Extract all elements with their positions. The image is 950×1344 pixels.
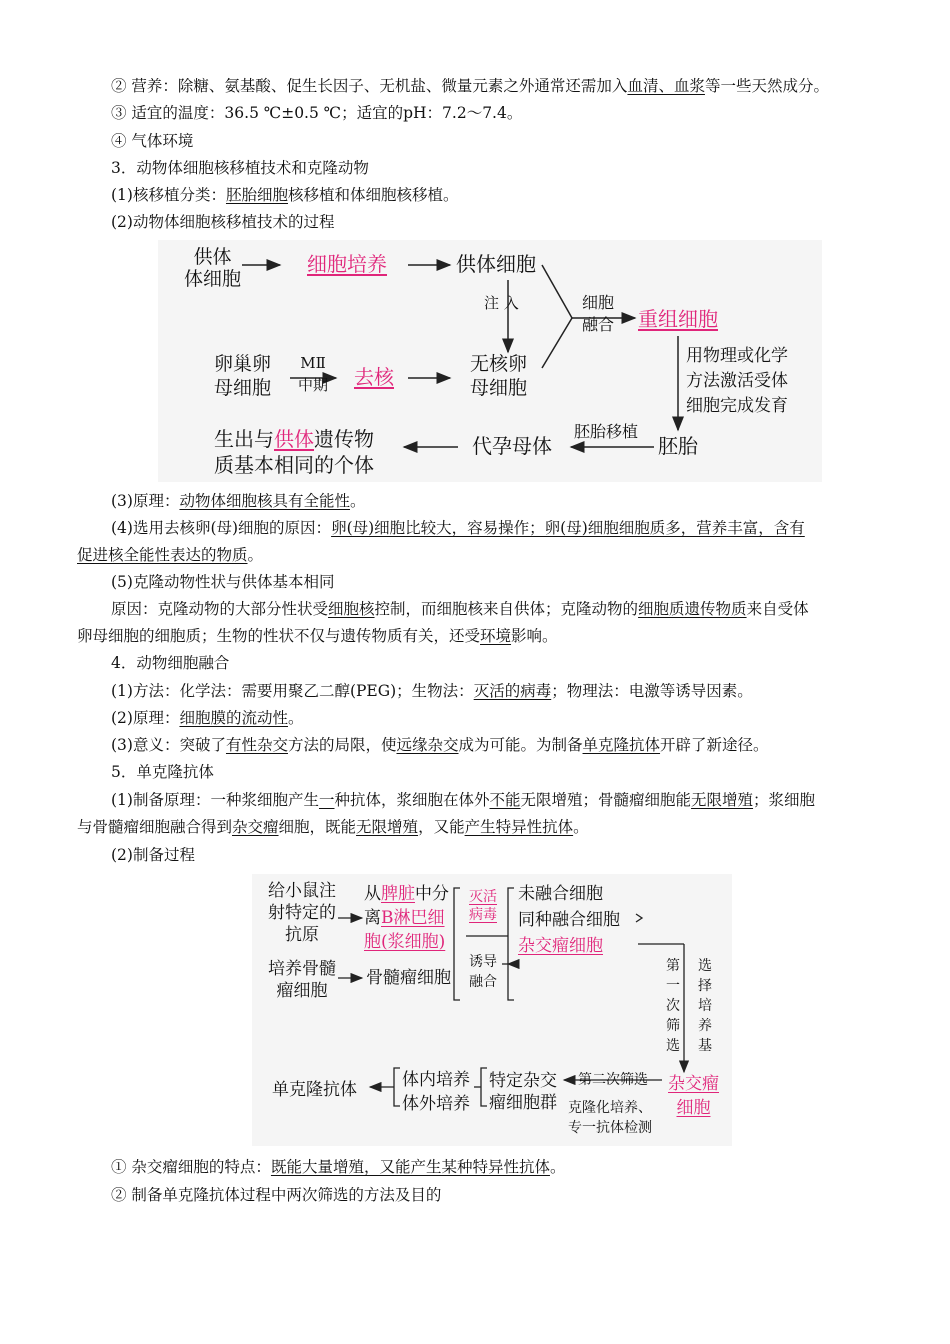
text: (3)原理： <box>111 492 180 510</box>
text: 次 <box>666 998 680 1014</box>
text: 第 <box>666 958 680 974</box>
text: 等一些天然成分。 <box>704 77 829 95</box>
text: 与骨髓瘤细胞融合得到 <box>77 818 233 836</box>
inactivated-virus <box>469 888 497 924</box>
answer: 细胞膜的流动性 <box>179 709 288 727</box>
monoclonal-antibody: 单克隆抗体 <box>272 1080 357 1100</box>
text: 。 <box>349 492 366 510</box>
answer: 胚胎细胞 <box>225 186 288 204</box>
embryo-transfer-label: 胚胎移植 <box>574 422 639 441</box>
text: 注 <box>484 294 500 312</box>
answer: 环境 <box>480 627 512 645</box>
mab-process-heading: (2)制备过程 <box>111 846 195 864</box>
answer: 无限增殖 <box>356 818 419 836</box>
text: 选 <box>666 1038 680 1054</box>
text: 母细胞 <box>470 377 528 399</box>
text: (4)选用去核卵(母)细胞的原因： <box>111 519 332 537</box>
text: 。 <box>287 709 304 727</box>
unfused-cells: 未融合细胞 <box>518 884 603 904</box>
text: (1)制备原理：一种浆细胞产生 <box>111 791 319 809</box>
answer: 无限增殖 <box>691 791 754 809</box>
fusion-label <box>582 292 614 336</box>
text: 从 <box>364 884 381 904</box>
text: 卵巢卵 <box>214 353 272 375</box>
process-heading: (2)动物体细胞核移植技术的过程 <box>111 213 335 231</box>
section-5-heading: 5．单克隆抗体 <box>111 763 214 781</box>
cell-culture: 细胞培养 <box>307 252 387 276</box>
text: 开辟了新途径。 <box>660 736 769 754</box>
text: 诱导 <box>469 954 497 970</box>
text: 专一抗体检测 <box>568 1120 652 1136</box>
oocyte <box>214 352 271 400</box>
text: 控制，而细胞核来自供体；克隆动物的 <box>374 600 639 618</box>
text: ；物理法：电激等诱导因素。 <box>551 682 753 700</box>
answer: B淋巴细 <box>381 908 445 928</box>
answer: 单克隆抗体 <box>582 736 661 754</box>
text: 细胞 <box>582 293 615 312</box>
text: 瘤细胞群 <box>489 1093 557 1113</box>
text: 。 <box>549 1158 566 1176</box>
text: ② 营养：除糖、氨基酸、促生长因子、无机盐、微量元素之外通常还需加入 <box>111 77 628 95</box>
text: 核移植和体细胞核移植。 <box>287 186 459 204</box>
text: 用物理或化学 <box>686 346 788 366</box>
text: 质基本相同的个体 <box>214 453 374 477</box>
text: 射特定的 <box>268 903 336 923</box>
selective-medium <box>698 956 712 1056</box>
answer: 产生特异性抗体 <box>464 818 574 836</box>
section-4-heading: 4．动物细胞融合 <box>111 654 230 672</box>
text: 遗传物 <box>314 427 374 451</box>
text: 种抗体，浆细胞在体外 <box>334 791 490 809</box>
answer: 动物体细胞核具有全能性 <box>179 492 350 510</box>
methods-line <box>111 681 753 701</box>
traits-heading: (5)克隆动物性状与供体基本相同 <box>111 573 335 591</box>
enucleation: 去核 <box>354 365 394 389</box>
recombined-cell: 重组细胞 <box>638 307 718 331</box>
hybridoma-cell: 杂交瘤细胞 <box>518 936 603 956</box>
text: 养 <box>698 1018 712 1034</box>
mab-principle-cont <box>77 817 589 837</box>
text: (1)核移植分类： <box>111 186 226 204</box>
text: ① 杂交瘤细胞的特点： <box>111 1158 271 1176</box>
mab-principle-line <box>111 790 815 810</box>
oocyte-reason-line <box>111 518 805 538</box>
text: 克隆化培养、 <box>568 1100 652 1116</box>
cloned-offspring <box>214 426 374 478</box>
text: 抗原 <box>285 925 319 945</box>
answer: 远缘杂交 <box>396 736 459 754</box>
text: 细胞完成发育 <box>686 396 788 416</box>
answer: 卵(母)细胞比较大，容易操作；卵(母)细胞细胞质多，营养丰富，含有 <box>331 519 805 537</box>
text: (3)意义：突破了 <box>111 736 226 754</box>
text: 离 <box>364 908 381 928</box>
text: 入 <box>503 294 519 312</box>
text: (2)原理： <box>111 709 180 727</box>
answer: 细胞核 <box>328 600 375 618</box>
answer: 一 <box>318 791 335 809</box>
text: 特定杂交 <box>489 1071 557 1091</box>
answer: 促进核全能性表达的物质 <box>77 546 248 564</box>
myeloma-culture <box>268 958 336 1002</box>
text: MⅡ <box>300 354 326 372</box>
temperature-line: ③ 适宜的温度：36.5 ℃±0.5 ℃；适宜的pH：7.2～7.4。 <box>111 104 523 122</box>
text: ，又能 <box>418 818 465 836</box>
text: 给小鼠注 <box>268 881 336 901</box>
answer: 不能 <box>489 791 521 809</box>
hybridoma-features-line <box>111 1157 565 1177</box>
inject-label <box>484 294 519 313</box>
text: 无限增殖；骨髓瘤细胞能 <box>520 791 692 809</box>
section-3-heading: 3．动物体细胞核移植技术和克隆动物 <box>111 159 369 177</box>
mii-phase-label <box>296 352 330 396</box>
specific-hybridoma-group <box>489 1070 557 1114</box>
text: 融合 <box>582 315 615 334</box>
text: 择 <box>698 978 712 994</box>
answer: 胞(浆细胞) <box>364 932 446 952</box>
text: 母细胞 <box>214 377 272 399</box>
in-vitro-culture: 体外培养 <box>402 1094 470 1114</box>
text: ；浆细胞 <box>753 791 816 809</box>
text: 中期 <box>297 376 328 394</box>
text: 卵母细胞的细胞质；生物的性状不仅与遗传物质有关，还受 <box>77 627 481 645</box>
homotypic-fusion: 同种融合细胞 <box>518 910 620 930</box>
second-screening: 第二次筛选 <box>578 1072 648 1088</box>
text: 。 <box>573 818 589 836</box>
answer: 供体 <box>274 427 314 451</box>
text: (1)方法：化学法：需要用聚乙二醇(PEG)；生物法： <box>111 682 474 700</box>
induce-fusion <box>469 952 497 992</box>
text: 来自受体 <box>746 600 809 618</box>
answer: 血清、血浆 <box>627 77 705 95</box>
antigen-injection <box>268 880 336 946</box>
cloning-detection <box>568 1098 652 1138</box>
answer: 细胞质遗传物质 <box>638 600 747 618</box>
answer: 灭活的病毒 <box>473 682 552 700</box>
transfer-types-line <box>111 185 459 205</box>
text: 基 <box>698 1038 712 1054</box>
text: 选 <box>698 958 712 974</box>
reason-cont <box>77 626 558 646</box>
myeloma-cell: 骨髓瘤细胞 <box>366 968 451 988</box>
text: 生出与 <box>214 427 274 451</box>
significance-line <box>111 735 769 755</box>
text: 影响。 <box>511 627 558 645</box>
activation-note <box>686 344 788 419</box>
answer: 既能大量增殖，又能产生某种特异性抗体 <box>270 1158 550 1176</box>
screening-methods-line: ② 制备单克隆抗体过程中两次筛选的方法及目的 <box>111 1186 442 1204</box>
embryo: 胚胎 <box>658 434 698 458</box>
nutrition-line <box>111 76 829 96</box>
first-screening <box>666 956 680 1056</box>
b-cell-isolation <box>364 882 449 954</box>
nuclear-transfer-diagram <box>158 240 822 482</box>
oocyte-reason-cont <box>77 545 263 565</box>
text: 供体 <box>193 246 232 268</box>
answer: 细胞 <box>676 1098 711 1118</box>
text: 。 <box>247 546 264 564</box>
text: 细胞，既能 <box>278 818 357 836</box>
text: 方法激活受体 <box>686 371 788 391</box>
text: 原因：克隆动物的大部分性状受 <box>111 600 329 618</box>
answer: 灭活 <box>469 889 497 905</box>
text: 成为可能。为制备 <box>458 736 583 754</box>
text: 融合 <box>469 974 497 990</box>
answer: 病毒 <box>469 907 497 923</box>
text: 方法的局限，使 <box>287 736 397 754</box>
donor-somatic-cell <box>184 246 241 290</box>
principle-line <box>111 491 366 511</box>
donor-cell: 供体细胞 <box>456 252 536 276</box>
in-vivo-culture: 体内培养 <box>402 1070 470 1090</box>
surrogate-mother: 代孕母体 <box>472 434 552 458</box>
text: 瘤细胞 <box>276 981 328 1001</box>
answer: 有性杂交 <box>225 736 288 754</box>
text: 筛 <box>666 1018 680 1034</box>
answer: 杂交瘤 <box>232 818 279 836</box>
text: 一 <box>666 978 680 994</box>
text: 培养骨髓 <box>268 959 336 979</box>
text: 中分 <box>415 884 449 904</box>
hybridoma-cell-2 <box>668 1072 719 1120</box>
text: 无核卵 <box>470 353 528 375</box>
text: 培 <box>698 998 712 1014</box>
enucleated-oocyte <box>470 352 527 400</box>
answer: 脾脏 <box>381 884 415 904</box>
monoclonal-antibody-diagram <box>252 874 732 1146</box>
reason-line <box>111 599 809 619</box>
gas-line: ④ 气体环境 <box>111 132 194 150</box>
text: 体细胞 <box>184 268 242 290</box>
fusion-principle-line <box>111 708 304 728</box>
answer: 杂交瘤 <box>668 1074 719 1094</box>
